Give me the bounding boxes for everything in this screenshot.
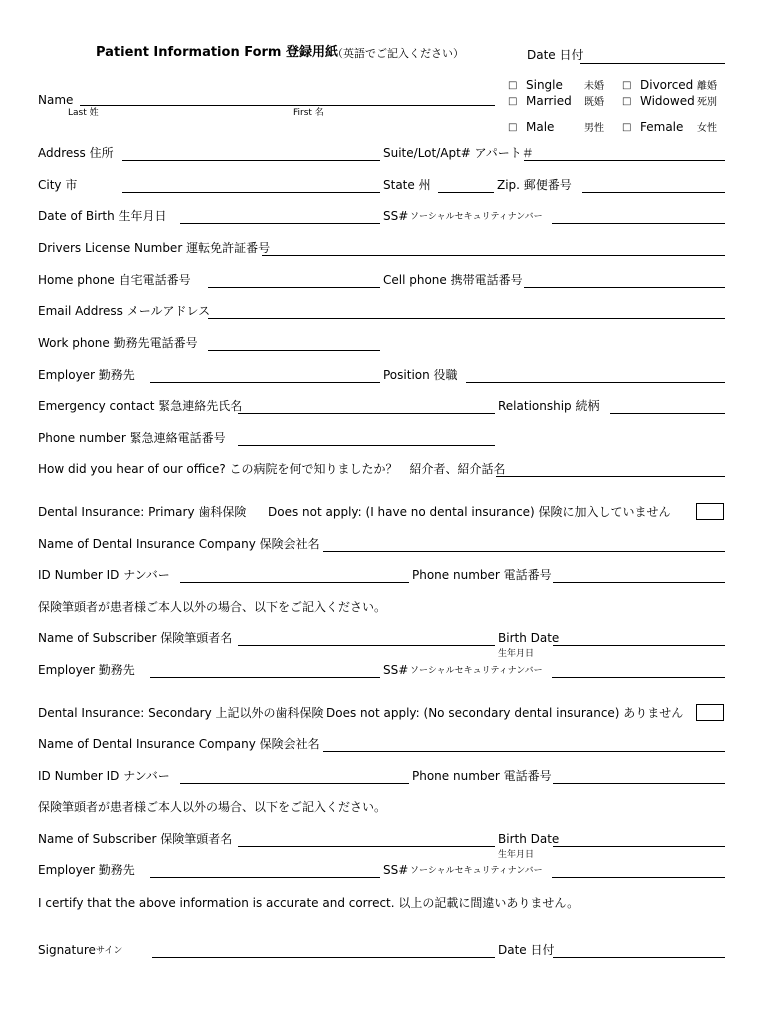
divorced-checkbox[interactable]: □ (622, 80, 632, 91)
zip-field[interactable] (582, 192, 725, 193)
first-name-hint: First 名 (293, 108, 324, 118)
female-jp: 女性 (697, 123, 717, 134)
secondary-birth-date-field[interactable] (553, 846, 725, 847)
email-label: Email Address メールアドレス (38, 304, 211, 318)
female-checkbox[interactable]: □ (622, 122, 632, 133)
married-jp: 既婚 (584, 97, 604, 108)
hear-of-office-label: How did you hear of our office? この病院を何で知りましたか？ 紹介者、紹介話名 (38, 462, 506, 476)
primary-ss-label: SS# (383, 663, 409, 677)
primary-id-label: ID Number ID ナンバー (38, 568, 170, 582)
footer-date-label: Date 日付 (498, 943, 555, 957)
primary-employer-field[interactable] (150, 677, 380, 678)
widowed-label: Widowed (640, 94, 695, 108)
secondary-subscriber-note: 保険筆頭者が患者様ご本人以外の場合、以下をご記入ください。 (38, 800, 387, 814)
secondary-company-field[interactable] (323, 751, 725, 752)
signature-jp: サイン (96, 946, 123, 956)
secondary-not-apply-label: Does not apply: (No secondary dental insurance) ありません (326, 706, 684, 720)
zip-label: Zip. 郵便番号 (497, 178, 572, 192)
secondary-subscriber-label: Name of Subscriber 保険筆頭者名 (38, 832, 233, 846)
cell-phone-label: Cell phone 携帯電話番号 (383, 273, 523, 287)
cell-phone-field[interactable] (524, 287, 725, 288)
secondary-insurance-heading: Dental Insurance: Secondary 上記以外の歯科保険 (38, 706, 324, 720)
position-field[interactable] (466, 382, 725, 383)
certify-statement: I certify that the above information is accurate and correct. 以上の記載に間違いありません。 (38, 896, 580, 910)
secondary-id-label: ID Number ID ナンバー (38, 769, 170, 783)
employer-label: Employer 勤務先 (38, 368, 135, 382)
primary-birth-date-field[interactable] (553, 645, 725, 646)
secondary-company-label: Name of Dental Insurance Company 保険会社名 (38, 737, 320, 751)
single-jp: 未婚 (584, 81, 604, 92)
primary-phone-field[interactable] (553, 582, 725, 583)
primary-id-field[interactable] (180, 582, 409, 583)
name-label: Name (38, 93, 74, 107)
primary-company-label: Name of Dental Insurance Company 保険会社名 (38, 537, 320, 551)
city-label: City 市 (38, 178, 78, 192)
married-label: Married (526, 94, 572, 108)
female-label: Female (640, 120, 684, 134)
secondary-ss-label: SS# (383, 863, 409, 877)
work-phone-field[interactable] (208, 350, 380, 351)
drivers-license-label: Drivers License Number 運転免許証番号 (38, 241, 271, 255)
secondary-phone-field[interactable] (553, 783, 725, 784)
footer-date-field[interactable] (553, 957, 725, 958)
secondary-id-field[interactable] (180, 783, 409, 784)
date-field[interactable] (580, 63, 725, 64)
single-label: Single (526, 78, 563, 92)
home-phone-field[interactable] (208, 287, 380, 288)
home-phone-label: Home phone 自宅電話番号 (38, 273, 191, 287)
male-label: Male (526, 120, 555, 134)
emergency-phone-label: Phone number 緊急連絡電話番号 (38, 431, 226, 445)
email-field[interactable] (208, 318, 725, 319)
secondary-ss-jp: ソーシャルセキュリティナンバー (410, 866, 543, 876)
ss-label: SS# (383, 209, 409, 223)
relationship-field[interactable] (610, 413, 725, 414)
signature-label: Signature (38, 943, 96, 957)
state-label: State 州 (383, 178, 431, 192)
work-phone-label: Work phone 勤務先電話番号 (38, 336, 198, 350)
secondary-birth-date-label: Birth Date (498, 832, 560, 846)
secondary-not-apply-checkbox[interactable] (696, 704, 724, 721)
position-label: Position 役職 (383, 368, 458, 382)
primary-company-field[interactable] (323, 551, 725, 552)
secondary-birth-date-jp: 生年月日 (498, 850, 535, 860)
suite-field[interactable] (524, 160, 725, 161)
secondary-subscriber-field[interactable] (238, 846, 495, 847)
hear-of-office-field[interactable] (496, 476, 725, 477)
ss-jp: ソーシャルセキュリティナンバー (410, 212, 543, 222)
primary-employer-label: Employer 勤務先 (38, 663, 135, 677)
dob-label: Date of Birth 生年月日 (38, 209, 167, 223)
ss-field[interactable] (552, 223, 725, 224)
last-name-hint: Last 姓 (68, 108, 99, 118)
primary-phone-label: Phone number 電話番号 (412, 568, 552, 582)
signature-field[interactable] (152, 957, 495, 958)
suite-label: Suite/Lot/Apt# アパート＃ (383, 146, 534, 160)
single-checkbox[interactable]: □ (508, 80, 518, 91)
primary-birth-date-jp: 生年月日 (498, 649, 535, 659)
widowed-jp: 死別 (697, 97, 717, 108)
dob-field[interactable] (180, 223, 380, 224)
male-jp: 男性 (584, 123, 604, 134)
form-subtitle: （英語でご記入ください） (332, 47, 464, 60)
primary-ss-jp: ソーシャルセキュリティナンバー (410, 666, 543, 676)
address-label: Address 住所 (38, 146, 114, 160)
secondary-ss-field[interactable] (552, 877, 725, 878)
secondary-employer-label: Employer 勤務先 (38, 863, 135, 877)
primary-subscriber-note: 保険筆頭者が患者様ご本人以外の場合、以下をご記入ください。 (38, 600, 387, 614)
divorced-label: Divorced (640, 78, 694, 92)
emergency-phone-field[interactable] (238, 445, 495, 446)
state-field[interactable] (438, 192, 494, 193)
primary-ss-field[interactable] (552, 677, 725, 678)
divorced-jp: 離婚 (697, 81, 717, 92)
secondary-employer-field[interactable] (150, 877, 380, 878)
primary-not-apply-checkbox[interactable] (696, 503, 724, 520)
primary-subscriber-label: Name of Subscriber 保険筆頭者名 (38, 631, 233, 645)
employer-field[interactable] (150, 382, 380, 383)
address-field[interactable] (122, 160, 380, 161)
form-title: Patient Information Form 登録用紙 (96, 45, 338, 60)
secondary-phone-label: Phone number 電話番号 (412, 769, 552, 783)
relationship-label: Relationship 続柄 (498, 399, 600, 413)
married-checkbox[interactable]: □ (508, 96, 518, 107)
date-label: Date 日付 (527, 48, 584, 62)
widowed-checkbox[interactable]: □ (622, 96, 632, 107)
primary-birth-date-label: Birth Date (498, 631, 560, 645)
male-checkbox[interactable]: □ (508, 122, 518, 133)
primary-not-apply-label: Does not apply: (I have no dental insurance) 保険に加入していません (268, 505, 671, 519)
city-field[interactable] (122, 192, 380, 193)
emergency-contact-label: Emergency contact 緊急連絡先氏名 (38, 399, 243, 413)
name-field[interactable] (80, 105, 495, 106)
emergency-contact-field[interactable] (238, 413, 495, 414)
drivers-license-field[interactable] (262, 255, 725, 256)
primary-subscriber-field[interactable] (238, 645, 495, 646)
primary-insurance-heading: Dental Insurance: Primary 歯科保険 (38, 505, 247, 519)
